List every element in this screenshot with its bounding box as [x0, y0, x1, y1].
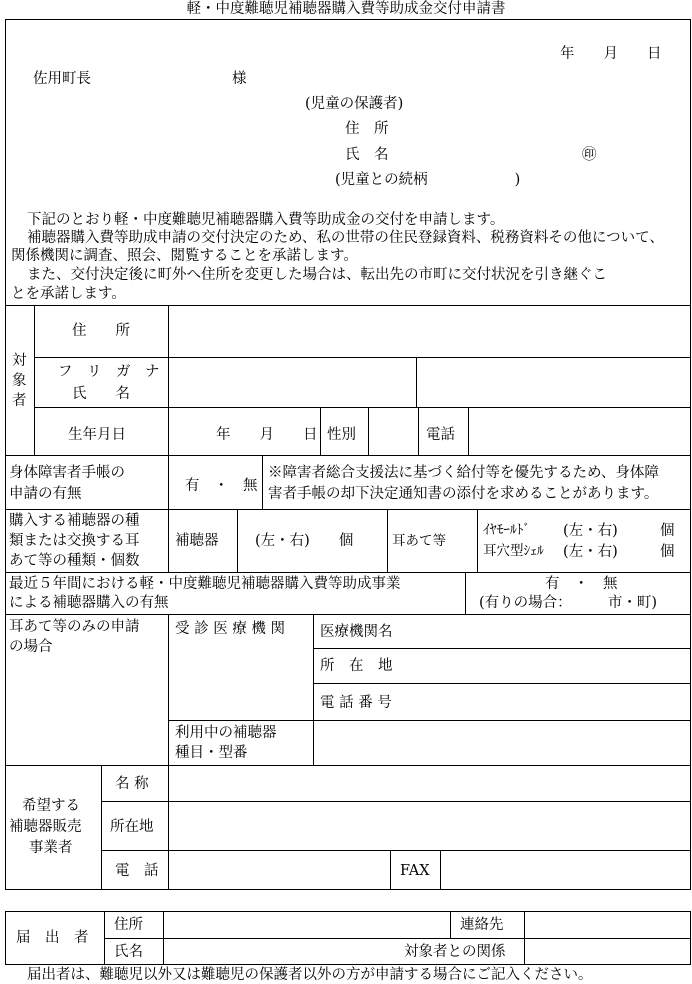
form-title: 軽・中度難聴児補聴器購入費等助成金交付申請書	[186, 1, 506, 17]
history-label: 最近５年間における軽・中度難聴児補聴器購入費等助成事業	[9, 576, 401, 592]
current-aid-label: 利用中の補聴器	[175, 725, 277, 741]
consent-line: 関係機関に調査、照会、閲覧することを承諾します。	[11, 248, 358, 264]
honorific: 様	[232, 71, 247, 87]
hearing-aid-label: 補聴器	[175, 533, 219, 549]
ear-mold-label: 耳あて等	[392, 533, 446, 549]
earmold-only-label: 耳あて等のみの申請	[9, 619, 140, 635]
sex-field[interactable]	[369, 408, 417, 454]
earmold-only-label: の場合	[9, 639, 53, 655]
consent-line: 下記のとおり軽・中度難聴児補聴器購入費等助成金の交付を申請します。	[27, 212, 505, 228]
purchase-label: あて等の種類・個数	[9, 553, 140, 569]
consent-line: とを承諾します。	[11, 286, 126, 302]
handbook-note: 害者手帳の却下決定通知書の添付を求めることがあります。	[268, 486, 659, 502]
clinic-location-label: 所 在 地	[320, 658, 393, 674]
vendor-name-field[interactable]	[169, 766, 690, 800]
vendor-name-label: 名 称	[115, 776, 149, 792]
ear-mold-side[interactable]: (左・右)	[563, 523, 618, 539]
notifier-contact-field[interactable]	[525, 912, 690, 937]
notifier-name-field[interactable]	[164, 939, 404, 964]
guardian-address-label: 住 所	[345, 121, 389, 137]
notifier-relation-label: 対象者との関係	[404, 944, 506, 960]
subject-side-label: 対	[12, 353, 27, 369]
guardian-name-label: 氏 名	[345, 147, 389, 163]
clinic-label: 受 診 医 療 機 関	[175, 621, 286, 637]
guardian-heading: (児童の保護者)	[305, 96, 404, 112]
consent-line: 補聴器購入費等助成申請の交付決定のため、私の世帯の住民登録資料、税務資料その他について、	[27, 230, 664, 246]
birth-date-field[interactable]: 年 月 日	[216, 427, 318, 443]
subject-name-field[interactable]	[169, 358, 415, 406]
history-note[interactable]: (有りの場合： 市・町)	[479, 595, 658, 611]
handbook-note: ※障害者総合支援法に基づく給付等を優先するため、身体障	[268, 465, 659, 481]
relation-label: (児童との続柄 )	[335, 172, 521, 188]
subject-side-label: 象	[12, 373, 27, 389]
notifier-contact-label: 連絡先	[460, 917, 504, 933]
sex-label: 性別	[327, 427, 356, 443]
notifier-address-field[interactable]	[164, 912, 449, 937]
furigana-label: フ リ ガ ナ	[58, 364, 160, 380]
vendor-location-label: 所在地	[110, 819, 154, 835]
handbook-label: 身体障害者手帳の	[9, 465, 125, 481]
vendor-label: 事業者	[29, 840, 73, 856]
notifier-relation-field[interactable]	[525, 939, 690, 964]
current-aid-field[interactable]	[314, 721, 690, 764]
ear-mold-unit: 個	[660, 523, 675, 539]
consent-line: また、交付決定後に町外へ住所を変更した場合は、転出先の市町に交付状況を引き継ぐこ	[27, 267, 607, 283]
notifier-label: 届 出 者	[16, 930, 89, 946]
addressee: 佐用町長	[33, 71, 91, 87]
date-field[interactable]: 年 月 日	[560, 46, 662, 62]
birth-label: 生年月日	[68, 427, 126, 443]
current-aid-label: 種目・型番	[175, 745, 248, 761]
ear-mold-type: ｲﾔﾓｰﾙﾄﾞ	[483, 522, 531, 538]
notifier-name-label: 氏名	[114, 944, 143, 960]
phone-label: 電話	[426, 427, 455, 443]
vendor-location-field[interactable]	[169, 802, 690, 849]
vendor-fax-label: FAX	[400, 863, 430, 879]
history-label: による補聴器購入の有無	[9, 595, 169, 611]
ear-mold-side[interactable]: (左・右)	[563, 544, 618, 560]
clinic-phone-label: 電 話 番 号	[320, 695, 392, 711]
subject-phone-field[interactable]	[469, 408, 690, 454]
notifier-address-label: 住所	[114, 917, 143, 933]
handbook-label: 申請の有無	[9, 486, 82, 502]
vendor-phone-label: 電 話	[115, 863, 159, 879]
subject-name-label: 氏 名	[72, 386, 130, 402]
purchase-label: 購入する補聴器の種	[9, 513, 140, 529]
history-choice[interactable]: 有 ・ 無	[545, 576, 618, 592]
vendor-phone-field[interactable]	[169, 851, 389, 889]
hearing-aid-side-count[interactable]: (左・右) 個	[255, 533, 354, 549]
purchase-label: 類または交換する耳	[9, 533, 140, 549]
subject-address-label: 住 所	[72, 323, 130, 339]
vendor-fax-field[interactable]	[441, 851, 690, 889]
ear-mold-unit: 個	[660, 544, 675, 560]
seal-mark: ㊞	[582, 147, 597, 163]
subject-side-label: 者	[12, 393, 27, 409]
notifier-footnote: 届出者は、難聴児以外又は難聴児の保護者以外の方が申請する場合にご記入ください。	[27, 967, 593, 983]
vendor-label: 補聴器販売	[9, 819, 82, 835]
handbook-choice[interactable]: 有 ・ 無	[185, 478, 258, 494]
vendor-label: 希望する	[22, 798, 80, 814]
subject-address-field[interactable]	[169, 306, 690, 356]
ear-mold-type: 耳穴型ｼｪﾙ	[483, 543, 544, 559]
clinic-name-label: 医療機関名	[320, 624, 393, 640]
